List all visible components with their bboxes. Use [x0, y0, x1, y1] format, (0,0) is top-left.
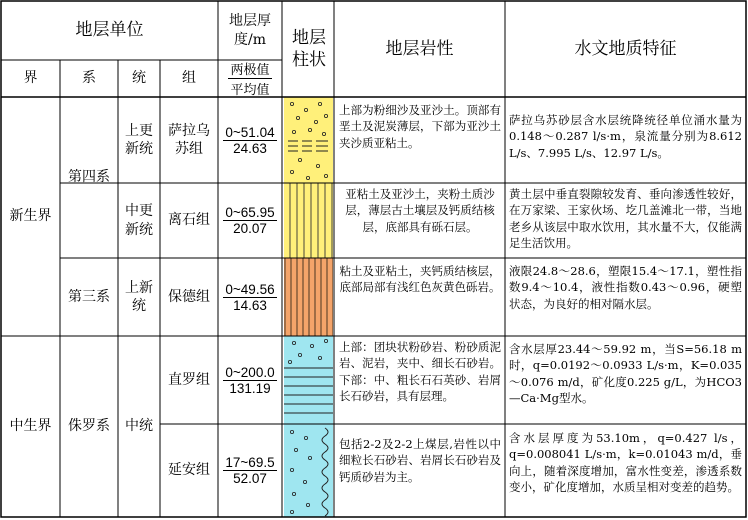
column-cell-zhiluo	[284, 336, 333, 424]
lithology-salawusu: 上部为粉细沙及亚沙土。顶部有垩土及泥炭薄层，下部为亚沙土夹沙质亚粘土。	[339, 103, 501, 150]
thickness-range: 0~49.56	[225, 281, 275, 297]
thickness-average: 14.63	[233, 297, 267, 313]
thickness-average: 20.07	[233, 221, 267, 236]
system-jurassic: 侏罗系	[68, 418, 110, 435]
hydro-baode: 液限24.8～28.6，塑限15.4～17.1，塑性指数9.4～10.4，液性指数0.43～0.96，硬塑状态，为良好的相对隔水层。	[509, 264, 742, 311]
header-lithology: 地层岩性	[385, 38, 454, 59]
column-cell-baode	[284, 258, 333, 336]
header-jie: 界	[23, 70, 38, 87]
lithology-lishi: 亚粘土及亚沙土，夹粉土质沙层，薄层古土壤层及钙质结核层，底部具有砾石层。	[345, 187, 495, 234]
series-middle-pleistocene: 中更新统	[125, 203, 153, 238]
formation-baode: 保德组	[168, 288, 210, 305]
thickness-yanan	[218, 424, 282, 517]
lithology-zhiluo: 上部：团块状粉砂岩、粉砂质泥岩、泥岩，夹中、细长石砂岩。下部：中、粗长石石英砂、岩屑长石砂岩，具有层理。	[339, 340, 501, 403]
header-xi: 系	[82, 70, 96, 87]
thickness-range: 0~65.95	[225, 205, 275, 220]
column-cell-lishi	[284, 183, 333, 258]
hydro-yanan: 含水层厚度为53.10m，q=0.427 l/s，q=0.008041 L/s·m，k=0.01043 m/d，垂向上，随着深度增加，富水性变差，渗透系数变小，矿化度增加，水质呈相对变差的趋势。	[509, 431, 742, 494]
series-middle-jurassic: 中统	[125, 418, 153, 435]
hydro-lishi: 黄土层中垂直裂隙较发育、垂向渗透性较好，在万家梁、王家伙场、圪几盖滩北一带，当地老乡从该层中取水饮用，其水量不大，仅能满足生活饮用。	[509, 187, 742, 250]
lithology-baode: 粘土及亚粘土，夹钙质结核层，底部局部有浅红色灰黄色砾岩。	[339, 264, 501, 295]
header-extreme: 两极值	[228, 59, 271, 79]
column-cell-yanan	[284, 424, 333, 517]
system-quaternary: 第四系	[68, 169, 110, 186]
era-cenozoic: 新生界	[9, 208, 52, 225]
thickness-lishi	[218, 183, 282, 258]
header-thickness: 地层厚度/m	[229, 13, 271, 48]
formation-zhiluo: 直罗组	[168, 371, 210, 388]
series-pliocene: 上新统	[125, 279, 153, 314]
thickness-zhiluo	[218, 336, 282, 424]
system-tertiary: 第三系	[68, 288, 110, 305]
header-tong: 统	[132, 70, 146, 87]
thickness-range: 0~200.0	[225, 364, 275, 380]
lithology-yanan: 包括2-2及2-2上煤层,岩性以中细粒长石砂岩、岩屑长石砂岩及钙质砂岩为主。	[339, 437, 501, 484]
thickness-average: 52.07	[233, 471, 267, 486]
header-average: 平均值	[230, 83, 270, 98]
header-zu: 组	[182, 70, 196, 87]
thickness-range: 17~69.5	[225, 455, 275, 470]
column-cell-salawusu	[284, 97, 333, 183]
thickness-salawusu	[218, 97, 282, 183]
header-hydrogeology: 水文地质特征	[574, 38, 677, 59]
header-strata-unit: 地层单位	[75, 20, 144, 41]
thickness-average: 131.19	[229, 380, 271, 396]
thickness-average: 24.63	[233, 140, 267, 156]
thickness-range: 0~51.04	[225, 124, 275, 140]
formation-yanan: 延安组	[168, 462, 210, 479]
hydro-salawusu: 萨拉乌苏砂层含水层统降统径单位涌水量为0.148～0.287 l/s·m，泉流量分别为8.612 L/s、7.995 L/s、12.97 L/s。	[509, 113, 742, 160]
hydro-zhiluo: 含水层厚23.44～59.92 m，当S=56.18 m时，q=0.0192～0.0933 L/s·m，K=0.035～0.076 m/d，矿化度0.225 g/L，为HCO3—Ca·Mg型水。	[509, 342, 742, 405]
header-column: 地层柱状	[292, 27, 326, 70]
formation-salawusu: 萨拉乌苏组	[168, 122, 210, 157]
formation-lishi: 离石组	[168, 212, 210, 229]
series-upper-pleistocene: 上更新统	[125, 122, 153, 157]
header-extreme-average	[218, 60, 282, 97]
era-mesozoic: 中生界	[9, 418, 52, 435]
thickness-baode	[218, 258, 282, 336]
